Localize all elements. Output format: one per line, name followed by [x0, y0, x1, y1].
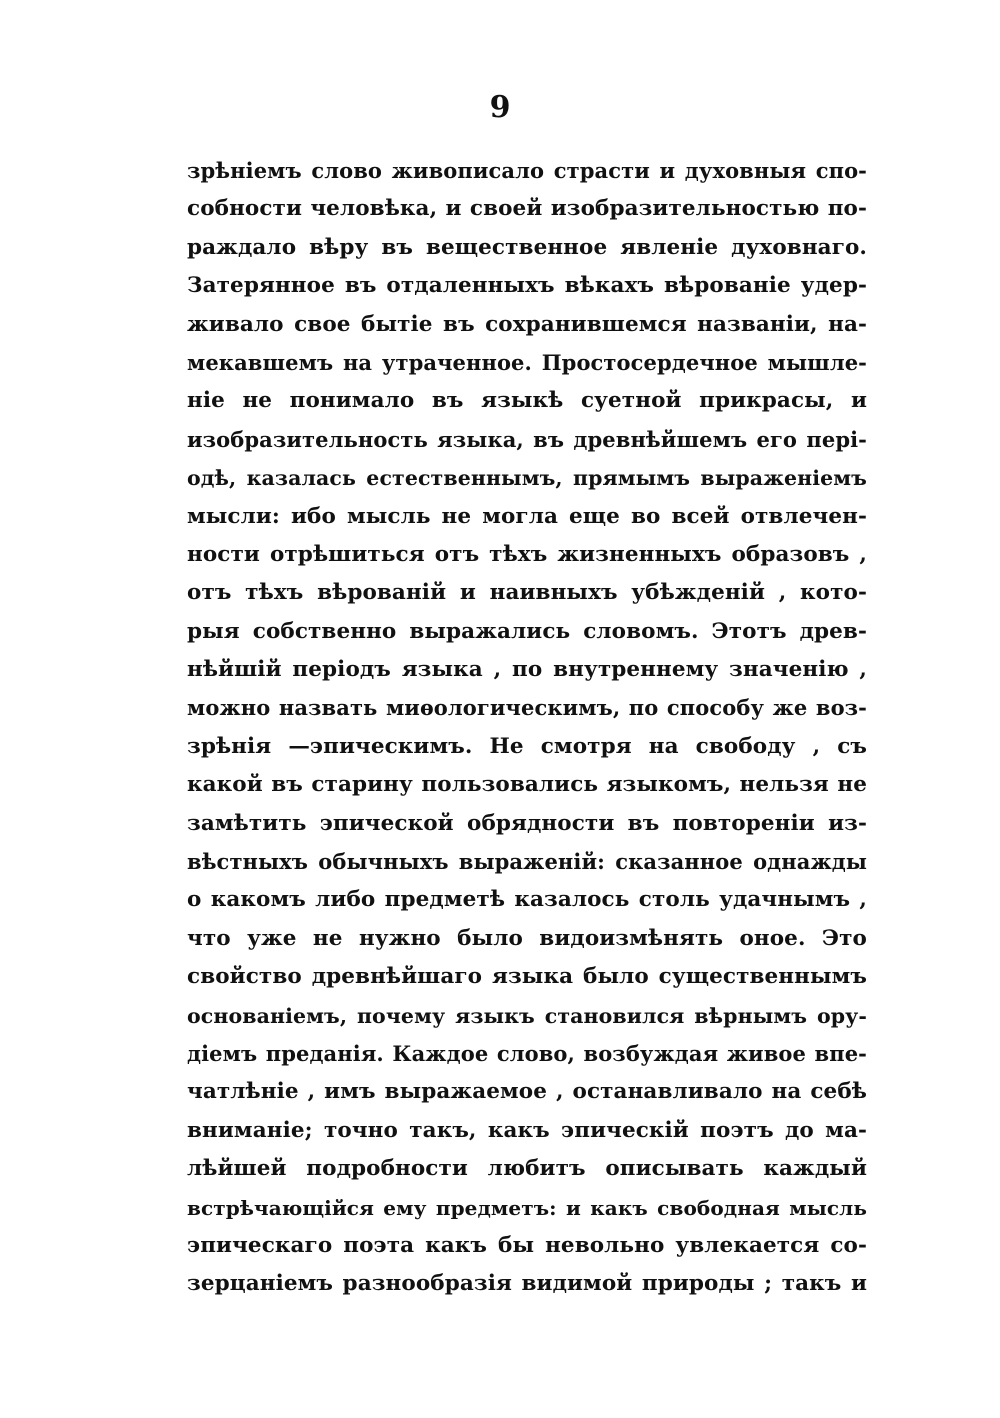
text-line: зерцаніемъ разнообразія видимой природы ; такъ и: [187, 1271, 867, 1297]
text-line: одѣ, казалась естественнымъ, прямымъ выраженіемъ: [187, 466, 867, 491]
text-line: чатлѣніе , имъ выражаемое , останавливало на себѣ: [187, 1079, 867, 1105]
text-line: ности отрѣшиться отъ тѣхъ жизненныхъ образовъ ,: [187, 541, 867, 567]
text-line: можно назвать миѳологическимъ, по способу же воз-: [187, 695, 867, 721]
text-line: эпическаго поэта какъ бы невольно увлекается со-: [187, 1232, 867, 1258]
text-line: какой въ старину пользовались языкомъ, нельзя не: [187, 772, 867, 798]
text-line: о какомъ либо предметѣ казалось столь удачнымъ ,: [187, 887, 867, 913]
text-line: отъ тѣхъ вѣрованій и наивныхъ убѣжденій , кото-: [187, 580, 867, 606]
text-line: мысли: ибо мысль не могла еще во всей отвлечен-: [187, 503, 867, 529]
text-line: замѣтить эпической обрядности въ повтореніи из-: [187, 810, 867, 836]
text-line: встрѣчающійся ему предметъ: и какъ свободная мысль: [187, 1195, 867, 1220]
text-line: вѣстныхъ обычныхъ выраженій: сказанное однажды: [187, 849, 867, 875]
text-line: зрѣнія —эпическимъ. Не смотря на свободу , съ: [187, 733, 867, 759]
text-line: изобразительность языка, въ древнѣйшемъ его пері-: [187, 426, 867, 452]
text-line: нѣйшій періодъ языка , по внутреннему значенію ,: [187, 657, 867, 683]
text-line: мекавшемъ на утраченное. Простосердечное мышле-: [187, 349, 867, 375]
text-line: живало свое бытіе въ сохранившемся названіи, на-: [187, 311, 867, 337]
text-line: что уже не нужно было видоизмѣнять оное. Это: [187, 925, 867, 951]
text-line: вниманіе; точно такъ, какъ эпическій поэтъ до ма-: [187, 1117, 867, 1143]
body-text: [187, 152, 867, 1304]
text-line: свойство древнѣйшаго языка было существеннымъ: [187, 964, 867, 990]
text-line: основаніемъ, почему языкъ становился вѣрнымъ ору-: [187, 1003, 867, 1028]
text-line: раждало вѣру въ вещественное явленіе духовнаго.: [187, 234, 867, 260]
page-number: 9: [489, 90, 511, 125]
text-line: ніе не понимало въ языкѣ суетной прикрасы, и: [187, 388, 867, 414]
text-line: діемъ преданія. Каждое слово, возбуждая живое впе-: [187, 1040, 867, 1066]
text-line: собности человѣка, и своей изобразительностью по-: [187, 196, 867, 222]
text-line: рыя собственно выражались словомъ. Этотъ древ-: [187, 618, 867, 644]
text-line: зрѣніемъ слово живописало страсти и духовныя спо-: [187, 158, 867, 183]
text-line: Затерянное въ отдаленныхъ вѣкахъ вѣрованіе удер-: [187, 273, 867, 299]
text-line: лѣйшей подробности любитъ описывать каждый: [187, 1156, 867, 1182]
